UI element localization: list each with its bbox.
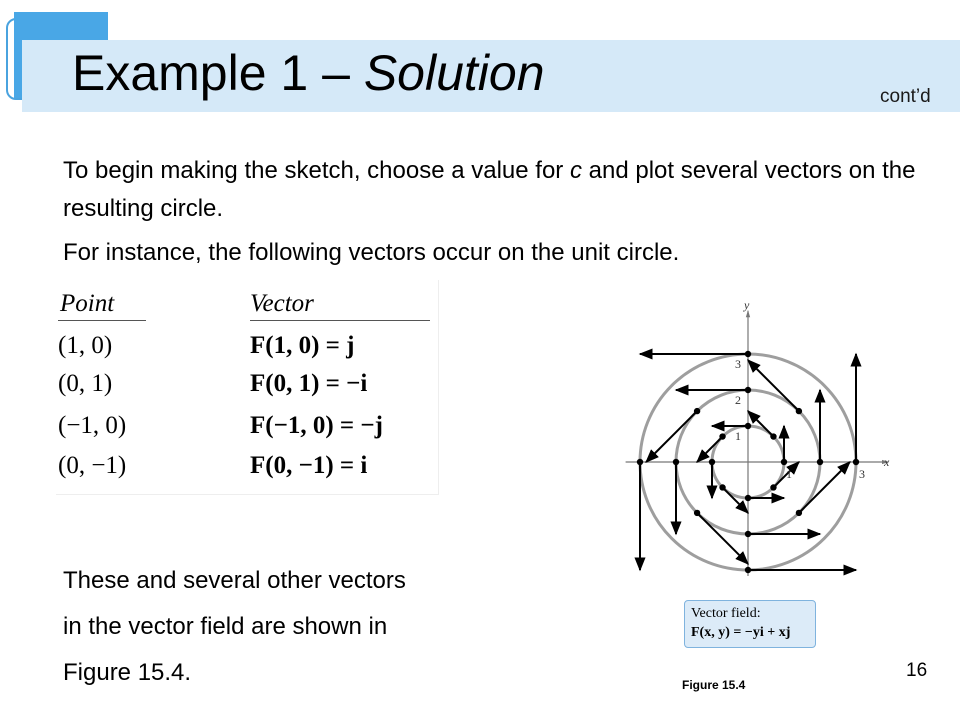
table-cell-vector: F(0, −1) = i bbox=[250, 452, 368, 479]
vector-field-figure bbox=[620, 296, 920, 576]
vector-arrow bbox=[697, 437, 722, 462]
vector-arrow bbox=[748, 411, 773, 436]
table-cell-vector: F(0, 1) = −i bbox=[250, 370, 368, 397]
slide-title-emphasis: Solution bbox=[363, 45, 545, 101]
table-header-point: Point bbox=[60, 290, 115, 317]
vector-arrow bbox=[723, 487, 748, 512]
x-axis-label: x bbox=[884, 455, 890, 469]
vector-arrow bbox=[799, 462, 850, 513]
table-cell-point: (−1, 0) bbox=[58, 412, 127, 439]
table-cell-point: (1, 0) bbox=[58, 332, 113, 359]
table-cell-point: (0, 1) bbox=[58, 370, 113, 397]
y-tick-label: 2 bbox=[735, 393, 741, 407]
variable-c: c bbox=[569, 157, 582, 184]
vector-arrow bbox=[748, 360, 799, 411]
paragraph-figure-ref-line: Figure 15.4. bbox=[63, 659, 192, 686]
vector-arrow bbox=[697, 513, 748, 564]
table-header-vector: Vector bbox=[250, 290, 314, 317]
x-tick-label: 3 bbox=[859, 467, 865, 481]
slide-title bbox=[72, 40, 545, 106]
figure-caption: Figure 15.4 bbox=[682, 678, 746, 692]
table-header-rule-vector bbox=[250, 320, 430, 321]
paragraph-instance: For instance, the following vectors occur on the unit circle. bbox=[63, 239, 680, 266]
paragraph-intro-b: and plot several vectors on the resulting circle. bbox=[63, 157, 916, 222]
vector-arrow bbox=[646, 411, 697, 462]
table-cell-vector: F(1, 0) = j bbox=[250, 332, 355, 359]
slide-number: 16 bbox=[906, 660, 928, 681]
paragraph-figure-ref bbox=[63, 558, 543, 696]
legend-equation: F(x, y) = −yi + xj bbox=[691, 625, 791, 640]
table-header-rule-point bbox=[58, 320, 146, 321]
vector-field-legend bbox=[684, 600, 816, 648]
paragraph-intro-a: To begin making the sketch, choose a value for bbox=[63, 157, 570, 184]
table-cell-vector: F(−1, 0) = −j bbox=[250, 412, 383, 439]
point-vector-table bbox=[56, 280, 439, 495]
slide-title-prefix: Example 1 – bbox=[72, 45, 364, 101]
x-tick-label: 1 bbox=[786, 467, 792, 481]
paragraph-figure-ref-line: These and several other vectors bbox=[63, 567, 406, 594]
paragraph-intro bbox=[63, 152, 923, 228]
y-tick-label: 3 bbox=[735, 357, 741, 371]
legend-title: Vector field: bbox=[691, 606, 761, 621]
continued-label: cont’d bbox=[880, 86, 931, 107]
paragraph-figure-ref-line: in the vector field are shown in bbox=[63, 613, 388, 640]
table-cell-point: (0, −1) bbox=[58, 452, 127, 479]
y-axis-label: y bbox=[744, 297, 750, 312]
vector-field-plot bbox=[620, 296, 920, 576]
y-tick-label: 1 bbox=[735, 429, 741, 443]
